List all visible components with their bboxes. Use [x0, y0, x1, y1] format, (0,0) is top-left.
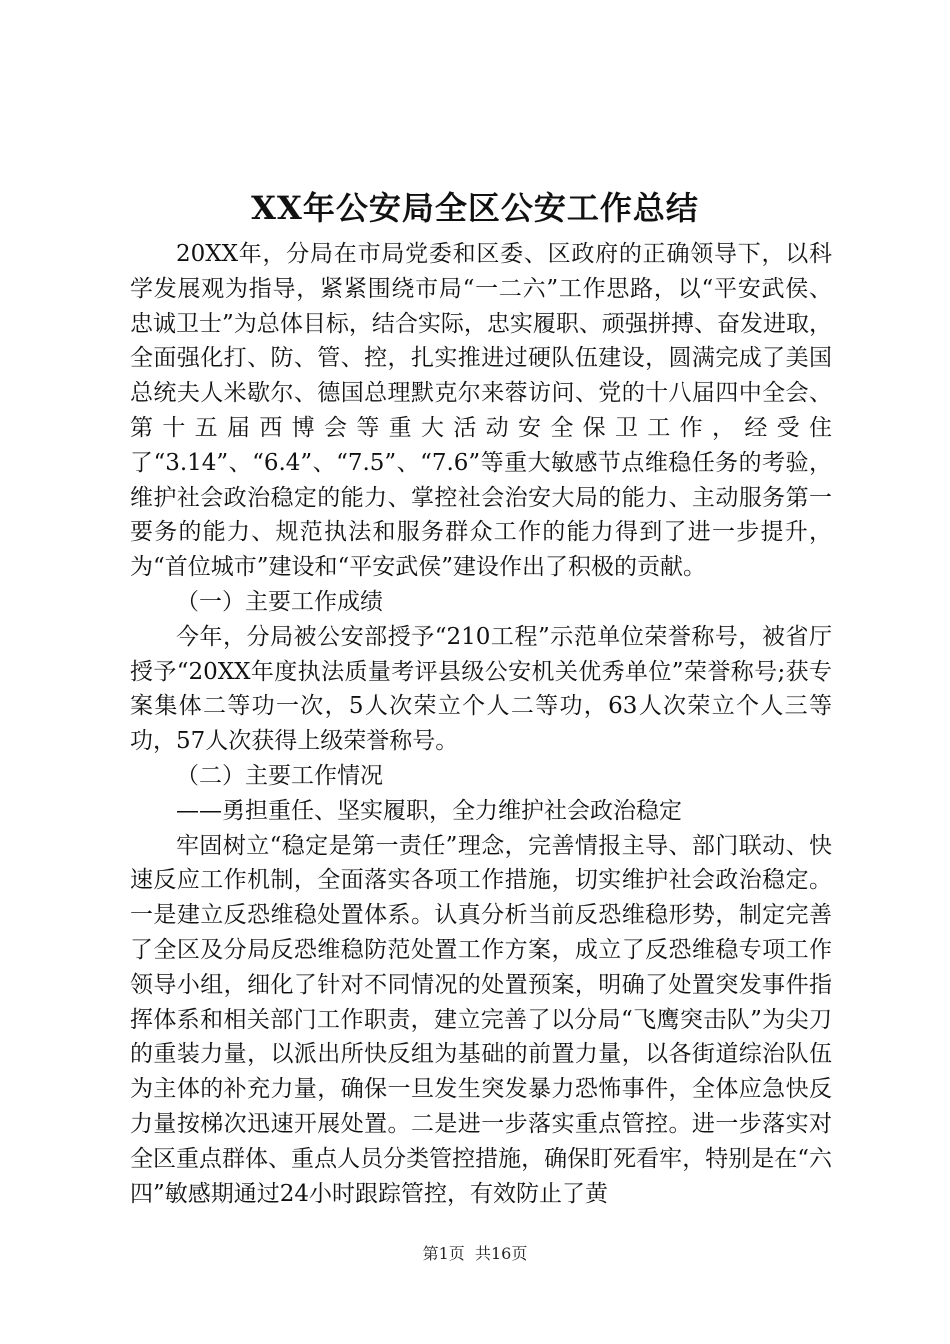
subheading-stability: ——勇担重任、坚实履职，全力维护社会政治稳定 [176, 797, 682, 824]
document-body [130, 237, 832, 1211]
paragraph-intro: 20XX年，分局在市局党委和区委、区政府的正确领导下，以科学发展观为指导，紧紧围绕市局“一二六”工作思路，以“平安武侯、忠诚卫士”为总体目标，结合实际，忠实履职、顽强拼搏、奋发进取，全面强化打、防、管、控，扎实推进过硬队伍建设，圆满完成了美国总统夫人米歇尔、德国总理默克尔来蓉访问、党的十八届四中全会、第十五届西博会等重大活动安全保卫工作，经受住了“3.14”、“6.4”、“7.5”、“7.6”等重大敏感节点维稳任务的考验，维护社会政治稳定的能力、掌控社会治安大局的能力、主动服务第一要务的能力、规范执法和服务群众工作的能力得到了进一步提升，为“首位城市”建设和“平安武侯”建设作出了积极的贡献。 [130, 241, 832, 581]
page-total: 共16页 [474, 1244, 528, 1263]
paragraph-achievements: 今年，分局被公安部授予“210工程”示范单位荣誉称号，被省厅授予“20XX年度执法质量考评县级公安机关优秀单位”荣誉称号;获专案集体二等功一次，5人次荣立个人二等功，63人次荣立个人三等功，57人次获得上级荣誉称号。 [130, 623, 832, 755]
section-heading-work: （二）主要工作情况 [176, 762, 383, 789]
paragraph-stability: 牢固树立“稳定是第一责任”理念，完善情报主导、部门联动、快速反应工作机制，全面落实各项工作措施，切实维护社会政治稳定。一是建立反恐维稳处置体系。认真分析当前反恐维稳形势，制定完善了全区及分局反恐维稳防范处置工作方案，成立了反恐维稳专项工作领导小组，细化了针对不同情况的处置预案，明确了处置突发事件指挥体系和相关部门工作职责，建立完善了以分局“飞鹰突击队”为尖刀的重装力量，以派出所快反组为基础的前置力量，以各街道综治队伍为主体的补充力量，确保一旦发生突发暴力恐怖事件，全体应急快反力量按梯次迅速开展处置。二是进一步落实重点管控。进一步落实对全区重点群体、重点人员分类管控措施，确保盯死看牢，特别是在“六四”敏感期通过24小时跟踪管控，有效防止了黄 [130, 832, 832, 1207]
document-title: XX年公安局全区公安工作总结 [251, 189, 699, 227]
page-number: 第1页 [422, 1244, 465, 1263]
page-footer [0, 1244, 950, 1264]
section-heading-achievements: （一）主要工作成绩 [176, 588, 383, 615]
